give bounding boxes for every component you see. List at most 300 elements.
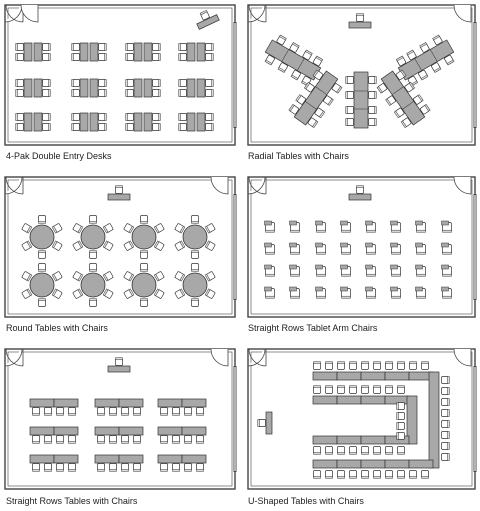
chair xyxy=(442,443,450,450)
chair xyxy=(22,271,32,281)
chair xyxy=(153,114,161,121)
chair-back xyxy=(72,54,74,61)
chair-back xyxy=(57,470,64,472)
chair xyxy=(173,436,180,444)
chair xyxy=(33,408,40,416)
chair xyxy=(99,80,107,87)
chair xyxy=(326,362,333,370)
chair xyxy=(197,464,204,472)
chair xyxy=(99,114,107,121)
chair-back xyxy=(448,377,450,384)
tablet-arm xyxy=(290,243,297,247)
chair xyxy=(397,413,405,420)
chair xyxy=(350,362,357,370)
chair-back xyxy=(422,362,429,364)
table xyxy=(313,372,337,380)
chair-back xyxy=(134,470,141,472)
chair xyxy=(99,54,107,61)
chair-back xyxy=(33,442,40,444)
chair xyxy=(205,289,215,299)
chair-back xyxy=(397,433,399,440)
chair xyxy=(16,54,24,61)
table xyxy=(119,455,143,463)
chair-back xyxy=(159,124,161,131)
chair-back xyxy=(134,442,141,444)
chair-back xyxy=(126,124,128,131)
tablet-arm xyxy=(391,243,398,247)
chair xyxy=(369,119,377,126)
chair-back xyxy=(173,414,180,416)
chair xyxy=(161,464,168,472)
chair-back xyxy=(98,414,105,416)
chair-back xyxy=(16,90,18,97)
panel-caption: Straight Rows Tablet Arm Chairs xyxy=(248,323,378,333)
chair xyxy=(206,44,214,51)
chair-back xyxy=(122,470,129,472)
chair xyxy=(73,271,83,281)
chair xyxy=(126,54,134,61)
chair-back xyxy=(116,358,123,360)
chair xyxy=(154,223,164,233)
chair xyxy=(22,289,32,299)
chair-back xyxy=(357,186,364,188)
chair xyxy=(398,447,405,455)
round-table xyxy=(132,273,156,297)
chair-back xyxy=(367,274,376,276)
tablet-arm xyxy=(391,221,398,225)
chair-back xyxy=(367,230,376,232)
chair-back xyxy=(326,386,333,388)
tablet-arm-chair xyxy=(341,221,351,232)
tablet-arm-chair xyxy=(416,243,426,254)
chair xyxy=(110,464,117,472)
chair-back xyxy=(39,270,46,272)
table xyxy=(187,113,195,131)
chair-back xyxy=(57,414,64,416)
chair xyxy=(33,464,40,472)
chair xyxy=(357,186,364,194)
chair-back xyxy=(357,14,364,16)
chair-back xyxy=(362,386,369,388)
four-pak-floorplan xyxy=(0,0,240,150)
chair-back xyxy=(90,222,97,224)
chair xyxy=(116,186,123,194)
chair-back xyxy=(317,274,326,276)
panel-rows-tables xyxy=(0,344,240,511)
chair xyxy=(141,264,148,272)
chair-back xyxy=(179,44,181,51)
chair-back xyxy=(39,299,46,301)
chair-back xyxy=(346,107,348,114)
table xyxy=(313,436,337,444)
chair-back xyxy=(212,54,214,61)
tablet-arm xyxy=(265,243,272,247)
tablet-arm xyxy=(442,265,449,269)
tablet-arm-chair xyxy=(442,287,452,298)
chair xyxy=(43,44,51,51)
chair-back xyxy=(161,470,168,472)
chair-back xyxy=(212,124,214,131)
chair xyxy=(99,44,107,51)
chair-back xyxy=(134,414,141,416)
chair-back xyxy=(126,54,128,61)
chair-back xyxy=(422,477,429,479)
chair-back xyxy=(39,251,46,253)
table xyxy=(30,427,54,435)
chair-back xyxy=(417,230,426,232)
chair xyxy=(362,471,369,479)
door xyxy=(21,5,38,22)
chair xyxy=(179,44,187,51)
chair-back xyxy=(197,442,204,444)
chair-back xyxy=(350,386,357,388)
chair-back xyxy=(122,414,129,416)
chair xyxy=(134,436,141,444)
chair-back xyxy=(72,124,74,131)
table xyxy=(313,396,337,404)
chair-back xyxy=(49,114,51,121)
tablet-arm-floorplan xyxy=(243,172,480,322)
table xyxy=(197,43,205,61)
chair xyxy=(43,80,51,87)
chair-back xyxy=(346,77,348,84)
chair xyxy=(154,241,164,251)
chair-back xyxy=(141,299,148,301)
tablet-arm xyxy=(316,221,323,225)
chair-back xyxy=(72,80,74,87)
table xyxy=(158,427,182,435)
chair xyxy=(124,289,134,299)
chair-back xyxy=(350,477,357,479)
chair-back xyxy=(110,470,117,472)
chair-back xyxy=(367,296,376,298)
table xyxy=(95,399,119,407)
chair-back xyxy=(192,222,199,224)
chair xyxy=(16,80,24,87)
chair xyxy=(98,464,105,472)
chair-back xyxy=(173,470,180,472)
chair-back xyxy=(314,453,321,455)
table xyxy=(54,455,78,463)
chair xyxy=(72,80,80,87)
chair-back xyxy=(16,124,18,131)
chair-back xyxy=(443,252,452,254)
tablet-arm-chair xyxy=(416,221,426,232)
chair xyxy=(398,471,405,479)
chair xyxy=(98,408,105,416)
chair-back xyxy=(346,119,348,126)
chair-back xyxy=(398,362,405,364)
table xyxy=(134,113,142,131)
chair-back xyxy=(350,362,357,364)
chair-back xyxy=(16,54,18,61)
table xyxy=(34,79,42,97)
chair-back xyxy=(49,124,51,131)
chair xyxy=(33,436,40,444)
chair xyxy=(16,124,24,131)
round-table xyxy=(30,225,54,249)
chair-back xyxy=(448,399,450,406)
table xyxy=(134,79,142,97)
chair xyxy=(16,44,24,51)
chair-back xyxy=(197,470,204,472)
chair-back xyxy=(342,230,351,232)
chair xyxy=(16,90,24,97)
chair xyxy=(350,386,357,394)
tablet-arm-chair xyxy=(366,265,376,276)
chair xyxy=(153,54,161,61)
tablet-arm-chair xyxy=(316,287,326,298)
table xyxy=(429,372,439,468)
podium xyxy=(108,194,130,200)
chair-back xyxy=(159,114,161,121)
chair xyxy=(442,377,450,384)
chair xyxy=(98,436,105,444)
chair-back xyxy=(98,442,105,444)
chair xyxy=(45,464,52,472)
tablet-arm xyxy=(316,287,323,291)
chair xyxy=(374,447,381,455)
chair xyxy=(153,90,161,97)
chair xyxy=(179,54,187,61)
table xyxy=(182,427,206,435)
chair-back xyxy=(98,470,105,472)
chair-back xyxy=(338,477,345,479)
chair-back xyxy=(443,230,452,232)
chair-back xyxy=(90,251,97,253)
chair xyxy=(72,114,80,121)
chair-back xyxy=(49,54,51,61)
tablet-arm xyxy=(341,287,348,291)
door xyxy=(454,349,471,366)
chair-back xyxy=(159,54,161,61)
chair-back xyxy=(375,107,377,114)
chair-back xyxy=(122,442,129,444)
tablet-arm xyxy=(366,265,373,269)
chair xyxy=(410,471,417,479)
chair-back xyxy=(197,414,204,416)
door xyxy=(454,177,471,194)
tablet-arm-chair xyxy=(265,287,275,298)
chair xyxy=(398,362,405,370)
chair-back xyxy=(314,477,321,479)
table xyxy=(361,372,385,380)
chair xyxy=(154,289,164,299)
chair xyxy=(110,408,117,416)
chair-back xyxy=(141,270,148,272)
chair-back xyxy=(374,453,381,455)
chair-back xyxy=(338,453,345,455)
chair xyxy=(197,436,204,444)
chair-back xyxy=(72,44,74,51)
chair xyxy=(110,436,117,444)
chair xyxy=(258,420,266,427)
tablet-arm xyxy=(290,221,297,225)
tablet-arm-chair xyxy=(391,287,401,298)
chair-back xyxy=(398,453,405,455)
chair-back xyxy=(266,296,275,298)
chair xyxy=(90,299,97,307)
chair-back xyxy=(397,403,399,410)
table xyxy=(158,399,182,407)
table xyxy=(119,399,143,407)
tablet-arm-chair xyxy=(341,287,351,298)
chair-back xyxy=(161,442,168,444)
tablet-arm-chair xyxy=(265,265,275,276)
tablet-arm xyxy=(391,265,398,269)
chair xyxy=(338,362,345,370)
chair xyxy=(326,447,333,455)
chair xyxy=(39,264,46,272)
tablet-arm xyxy=(416,221,423,225)
tablet-arm xyxy=(265,265,272,269)
table xyxy=(144,79,152,97)
chair-back xyxy=(317,296,326,298)
chair xyxy=(141,299,148,307)
chair xyxy=(57,464,64,472)
chair xyxy=(103,289,113,299)
chair xyxy=(206,80,214,87)
chair xyxy=(192,299,199,307)
chair xyxy=(442,410,450,417)
chair-back xyxy=(90,270,97,272)
chair-back xyxy=(410,362,417,364)
panel-u-shaped xyxy=(243,344,480,511)
chair-back xyxy=(448,388,450,395)
chair-back xyxy=(375,119,377,126)
chair xyxy=(179,124,187,131)
chair-back xyxy=(314,386,321,388)
table xyxy=(80,79,88,97)
chair xyxy=(39,299,46,307)
tablet-arm xyxy=(416,243,423,247)
tablet-arm-chair xyxy=(341,243,351,254)
chair-back xyxy=(49,44,51,51)
table xyxy=(337,460,361,468)
table xyxy=(197,79,205,97)
chair xyxy=(192,264,199,272)
chair xyxy=(173,464,180,472)
chair-back xyxy=(72,114,74,121)
chair xyxy=(52,223,62,233)
chair xyxy=(362,386,369,394)
podium xyxy=(108,366,130,372)
table xyxy=(30,455,54,463)
tablet-arm xyxy=(416,287,423,291)
chair xyxy=(72,90,80,97)
chair-back xyxy=(45,442,52,444)
u-shaped-floorplan xyxy=(243,344,480,494)
chair-back xyxy=(374,362,381,364)
tablet-arm-chair xyxy=(316,243,326,254)
tablet-arm xyxy=(442,221,449,225)
chair-back xyxy=(448,421,450,428)
chair-back xyxy=(448,410,450,417)
chair xyxy=(192,216,199,224)
table xyxy=(95,455,119,463)
chair xyxy=(398,386,405,394)
chair-back xyxy=(57,442,64,444)
chair xyxy=(43,54,51,61)
chair-back xyxy=(266,230,275,232)
panel-four-pak xyxy=(0,0,240,170)
chair-back xyxy=(212,114,214,121)
podium xyxy=(349,22,371,28)
tablet-arm-chair xyxy=(366,243,376,254)
chair-back xyxy=(173,442,180,444)
chair-back xyxy=(314,362,321,364)
chair-back xyxy=(375,92,377,99)
table xyxy=(90,113,98,131)
chair-back xyxy=(392,296,401,298)
table xyxy=(182,455,206,463)
tablet-arm-chair xyxy=(442,221,452,232)
chair-back xyxy=(105,90,107,97)
table xyxy=(337,372,361,380)
chair-back xyxy=(69,414,76,416)
chair xyxy=(206,54,214,61)
tablet-arm xyxy=(316,243,323,247)
chair xyxy=(185,464,192,472)
chair xyxy=(122,464,129,472)
chair xyxy=(124,271,134,281)
chair xyxy=(206,90,214,97)
chair-back xyxy=(212,90,214,97)
table xyxy=(144,113,152,131)
table xyxy=(158,455,182,463)
chair-back xyxy=(212,44,214,51)
chair-back xyxy=(16,80,18,87)
door xyxy=(211,349,228,366)
chair xyxy=(205,241,215,251)
chair xyxy=(346,107,354,114)
tablet-arm xyxy=(290,287,297,291)
tablet-arm-chair xyxy=(391,221,401,232)
chair xyxy=(205,223,215,233)
chair-back xyxy=(362,477,369,479)
chair-back xyxy=(39,222,46,224)
round-table xyxy=(81,225,105,249)
table xyxy=(354,72,368,128)
table xyxy=(409,460,433,468)
tablet-arm xyxy=(290,265,297,269)
table xyxy=(187,79,195,97)
chair xyxy=(422,362,429,370)
chair xyxy=(314,447,321,455)
chair xyxy=(386,471,393,479)
chair-back xyxy=(386,453,393,455)
chair xyxy=(22,241,32,251)
door xyxy=(454,5,471,22)
chair-back xyxy=(69,442,76,444)
chair-back xyxy=(110,414,117,416)
podium xyxy=(266,412,272,434)
chair-back xyxy=(326,477,333,479)
chair-back xyxy=(185,442,192,444)
round-table xyxy=(183,225,207,249)
chair-back xyxy=(346,92,348,99)
tablet-arm xyxy=(366,287,373,291)
chair-back xyxy=(126,44,128,51)
chair xyxy=(122,436,129,444)
tablet-arm xyxy=(265,287,272,291)
table xyxy=(197,113,205,131)
rows-tables-floorplan xyxy=(0,344,240,494)
chair-back xyxy=(392,230,401,232)
chair-back xyxy=(392,274,401,276)
chair-back xyxy=(179,114,181,121)
table xyxy=(24,113,32,131)
